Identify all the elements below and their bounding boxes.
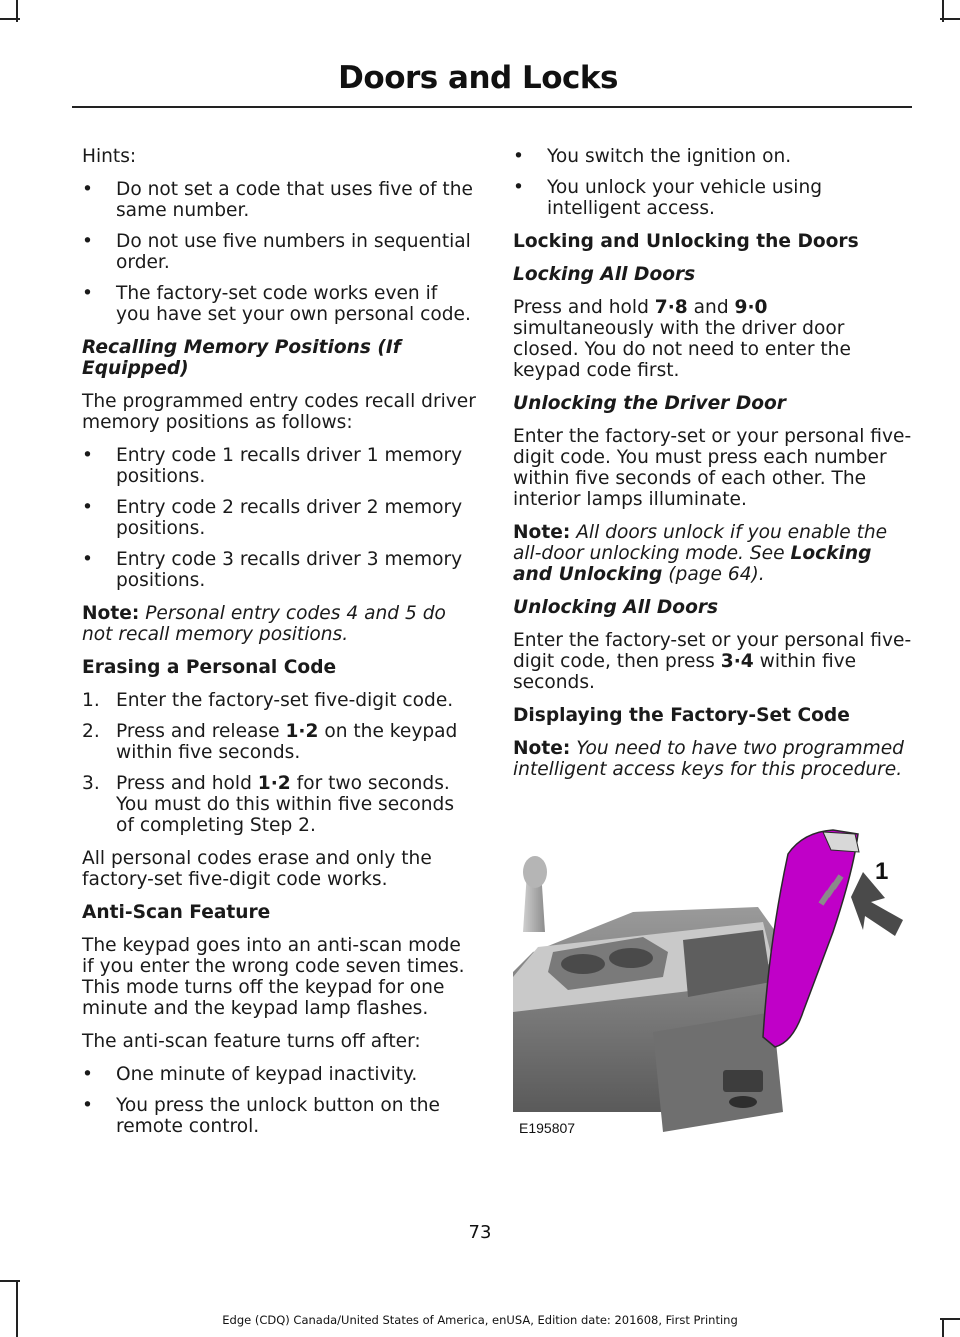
right-column bbox=[513, 146, 913, 792]
note-two-keys: Note: You need to have two programmed intelligent access keys for this procedure. bbox=[513, 738, 904, 780]
callout-number: 1 bbox=[875, 858, 889, 885]
hints-list bbox=[82, 179, 477, 325]
keypad-key: 1·2 bbox=[257, 773, 291, 794]
header-rule bbox=[72, 106, 912, 108]
left-column bbox=[82, 146, 477, 1149]
list-item: • One minute of keypad inactivity. bbox=[82, 1064, 418, 1085]
armrest-lid-highlight bbox=[763, 830, 858, 1047]
note-all-door-unlocking: Note: All doors unlock if you enable the all-door unlocking mode. See Locking and Unlocking (page 64). bbox=[513, 522, 888, 585]
footer-edition: Edge (CDQ) Canada/United States of America, enUSA, Edition date: 201608, First Printing bbox=[222, 1313, 738, 1327]
unlocking-driver-door-heading: Unlocking the Driver Door bbox=[513, 393, 786, 414]
crop-mark-top-left-h bbox=[0, 18, 20, 20]
erase-code-heading: Erasing a Personal Code bbox=[82, 657, 337, 678]
keypad-key: 3·4 bbox=[720, 651, 754, 672]
list-item: • You press the unlock button on the remote control. bbox=[82, 1095, 440, 1137]
cross-reference-link[interactable]: Locking and Unlocking bbox=[513, 543, 872, 585]
anti-scan-off-intro: The anti-scan feature turns off after: bbox=[82, 1031, 421, 1052]
console-illustration-svg bbox=[513, 812, 913, 1150]
page-number: 73 bbox=[468, 1222, 492, 1243]
rear-port bbox=[723, 1070, 763, 1092]
anti-scan-heading: Anti-Scan Feature bbox=[82, 902, 271, 923]
console-lid-illustration bbox=[513, 812, 913, 1150]
step-item: 2. Press and release 1·2 on the keypad within five seconds. bbox=[82, 721, 458, 763]
rear-vent bbox=[729, 1096, 757, 1108]
step-item: 3. Press and hold 1·2 for two seconds. You must do this within five seconds of completing Step 2. bbox=[82, 773, 455, 836]
crop-mark-bottom-left-v bbox=[16, 1280, 18, 1337]
locking-unlocking-heading: Locking and Unlocking the Doors bbox=[513, 231, 859, 252]
erase-steps-list bbox=[82, 690, 477, 836]
unlocking-all-doors-heading: Unlocking All Doors bbox=[513, 597, 719, 618]
cupholder-left bbox=[561, 954, 605, 974]
list-item: • You switch the ignition on. bbox=[513, 146, 792, 167]
hints-label: Hints: bbox=[82, 146, 137, 167]
keypad-key: 9·0 bbox=[734, 297, 768, 318]
recall-list bbox=[82, 445, 477, 591]
step-item: 1. Enter the factory-set five-digit code. bbox=[82, 690, 454, 711]
crop-mark-bottom-left-h bbox=[0, 1280, 20, 1282]
crop-mark-top-right-h bbox=[940, 18, 960, 20]
list-item: • The factory-set code works even if you have set your own personal code. bbox=[82, 283, 471, 325]
list-item: • Entry code 2 recalls driver 2 memory positions. bbox=[82, 497, 463, 539]
anti-scan-off-list bbox=[82, 1064, 477, 1137]
gear-knob bbox=[523, 856, 547, 888]
unlocking-driver-door-text: Enter the factory-set or your personal five-digit code. You must press each number within five seconds of each other. The interior lamps illuminate. bbox=[513, 426, 912, 510]
locking-all-doors-heading: Locking All Doors bbox=[513, 264, 696, 285]
list-item: • Entry code 3 recalls driver 3 memory positions. bbox=[82, 549, 463, 591]
list-item: • Entry code 1 recalls driver 1 memory positions. bbox=[82, 445, 463, 487]
list-item: • Do not set a code that uses five of the same number. bbox=[82, 179, 473, 221]
figure-code: E195807 bbox=[519, 1120, 576, 1136]
recall-intro: The programmed entry codes recall driver memory positions as follows: bbox=[82, 391, 476, 433]
list-item: • Do not use five numbers in sequential order. bbox=[82, 231, 471, 273]
recall-memory-heading: Recalling Memory Positions (If Equipped) bbox=[82, 337, 401, 379]
cupholder-right bbox=[609, 948, 653, 968]
locking-all-doors-text: Press and hold 7·8 and 9·0 simultaneously with the driver door closed. You do not need to enter the keypad code first. bbox=[513, 297, 851, 381]
keypad-key: 7·8 bbox=[654, 297, 688, 318]
page-title: Doors and Locks bbox=[338, 60, 618, 96]
list-item: • You unlock your vehicle using intelligent access. bbox=[513, 177, 823, 219]
anti-scan-off-list-continued bbox=[513, 146, 913, 219]
note-personal-codes: Note: Personal entry codes 4 and 5 do not recall memory positions. bbox=[82, 603, 446, 645]
keypad-key: 1·2 bbox=[285, 721, 319, 742]
unlocking-all-doors-text: Enter the factory-set or your personal five-digit code, then press 3·4 within five seconds. bbox=[513, 630, 912, 693]
erase-result: All personal codes erase and only the factory-set five-digit code works. bbox=[82, 848, 432, 890]
display-factory-code-heading: Displaying the Factory-Set Code bbox=[513, 705, 850, 726]
anti-scan-text: The keypad goes into an anti-scan mode if you enter the wrong code seven times. This mode turns off the keypad for one minute and the keypad lamp flashes. bbox=[82, 935, 465, 1019]
